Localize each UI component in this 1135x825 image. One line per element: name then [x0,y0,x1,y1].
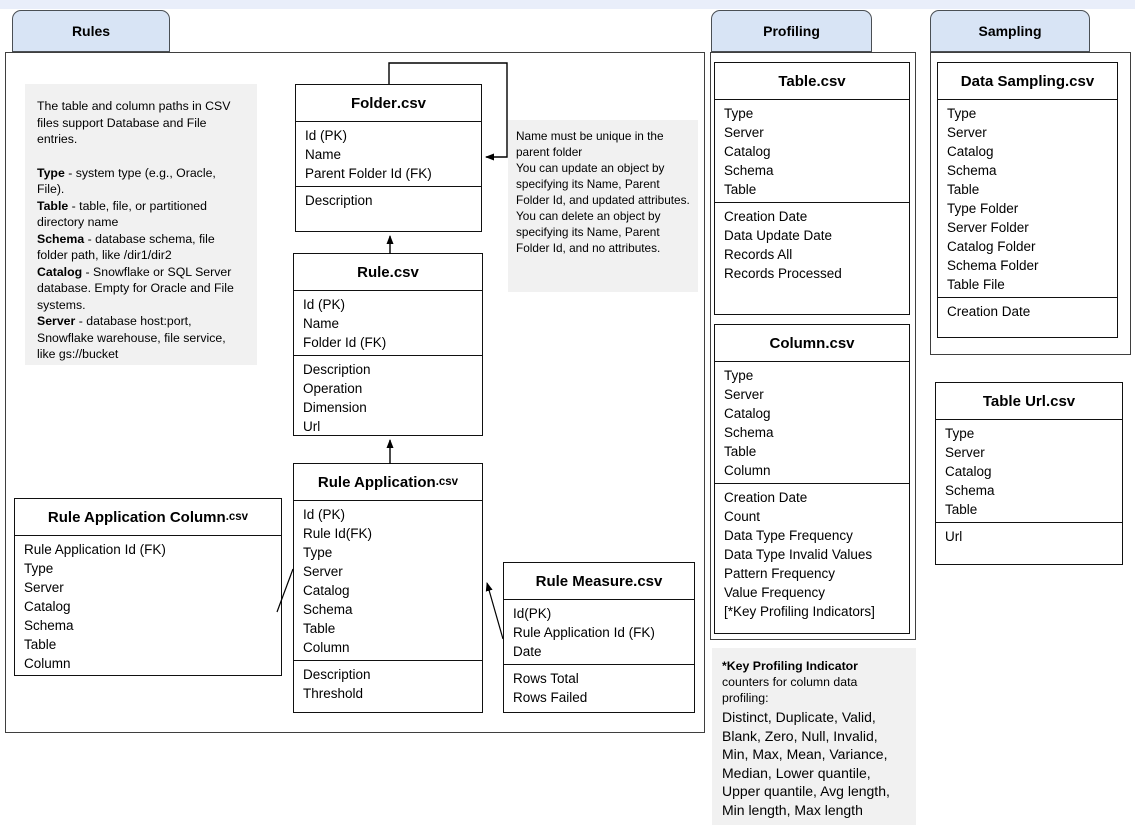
entity-table-url [935,382,1123,565]
field-row: Data Type Invalid Values [724,547,873,562]
folder-note-lines [516,128,690,256]
field-row: Id (PK) [305,128,348,143]
sampling-tab-label: Sampling [978,23,1042,39]
title-ext: .csv [633,572,663,590]
field-row: Schema [945,483,995,498]
field-row: Rows Total [513,671,579,686]
attr-fields [294,355,482,436]
term-name: Table [37,198,69,213]
kpi-body: Distinct, Duplicate, Valid, Blank, Zero, Null, Invalid, Min, Max, Mean, Variance, Median, Lower quantile, Upper quantile, Avg length, Min length, Max length [722,709,890,818]
key-fields [715,99,909,202]
field-row: Rule Id(FK) [303,526,373,541]
entity-title [294,464,482,500]
title-text: Rule Application [317,473,436,491]
title-text: Rule Measure [535,572,634,590]
field-row: Table File [947,277,1005,292]
field-row: Schema Folder [947,258,1039,273]
field-row: Creation Date [947,304,1031,319]
attr-fields [296,186,481,231]
term-name: Server [37,314,76,328]
field-row: Catalog [947,144,994,159]
title-text: Column [769,334,826,352]
key-fields [294,500,482,660]
field-row: Column [24,656,71,671]
title-text: Rule [357,263,390,281]
key-fields [504,599,694,664]
field-row: Column [303,640,350,655]
kpi-subheading: counters for column data profiling: [722,675,858,705]
field-row: Records Processed [724,266,842,281]
title-text: Rule Application Column [47,508,226,526]
field-row: Server [947,125,987,140]
attr-fields [504,664,694,712]
field-row: Creation Date [724,490,808,505]
field-row: Catalog [724,144,771,159]
entity-title [294,254,482,290]
field-row: Parent Folder Id (FK) [305,166,432,181]
field-row: Name [305,147,342,162]
title-ext: .csv [435,476,459,488]
entity-data-sampling [937,62,1118,338]
field-row: Description [303,362,371,377]
note-term [37,165,245,198]
entity-column [714,324,910,634]
profiling-tab-label: Profiling [763,23,820,39]
field-row: Url [945,529,963,544]
title-text: Folder [350,94,397,112]
term-desc: - database host:port, Snowflake warehouse, file service, like gs://bucket [37,314,226,361]
field-row: Date [513,644,542,659]
profiling-group-tab [711,10,872,52]
field-row: Type [724,106,754,121]
field-row: Server [945,445,985,460]
field-row: Pattern Frequency [724,566,836,581]
key-profiling-note [712,648,916,825]
entity-rule-measure [503,562,695,713]
field-row: Folder Id (FK) [303,335,387,350]
field-row: Type [24,561,54,576]
note-term [37,313,245,363]
attr-fields [938,297,1117,337]
field-row: You can update an object by specifying its Name, Parent Folder Id, and updated attributes. [516,161,690,207]
field-row: Server [724,125,764,140]
title-ext: .csv [1045,392,1076,410]
field-row: Catalog Folder [947,239,1036,254]
field-row: Description [305,193,373,208]
key-fields [294,290,482,355]
field-row: Data Type Frequency [724,528,853,543]
note-term [37,264,245,314]
field-row: Threshold [303,686,364,701]
field-row: Schema [947,163,997,178]
field-row: Catalog [303,583,350,598]
sampling-group-tab [930,10,1090,52]
field-row: You can delete an object by specifying its Name, Parent Folder Id, and no attributes. [516,209,661,255]
entity-title [936,383,1122,419]
field-row: Table [24,637,57,652]
term-desc: - table, file, or partitioned directory name [37,198,207,229]
field-row: Type [945,426,975,441]
entity-title [15,499,281,535]
entity-table [714,62,910,315]
title-text: Table [778,72,817,90]
term-name: Catalog [37,264,83,279]
entity-title [715,325,909,361]
term-desc: - Snowflake or SQL Server database. Empty for Oracle and File systems. [37,264,234,312]
entity-folder [295,84,482,232]
attr-fields [715,483,909,633]
title-text: Table Url [982,392,1046,410]
field-row: Schema [724,425,774,440]
field-row: Id(PK) [513,606,552,621]
field-row: Description [303,667,371,682]
rules-group-tab [12,10,170,52]
field-row: Table [724,444,757,459]
entity-title [715,63,909,99]
field-row: Schema [724,163,774,178]
field-row: [*Key Profiling Indicators] [724,604,875,619]
note-term [37,198,245,231]
field-row: Name [303,316,340,331]
note-intro: The table and column paths in CSV files support Database and File entries. [37,99,231,146]
field-row: Rule Application Id (FK) [24,542,166,557]
field-row: Id (PK) [303,507,346,522]
attr-fields [715,202,909,314]
title-text: Data Sampling [960,72,1065,90]
entity-rule-application [293,463,483,713]
csv-paths-note [25,84,257,365]
field-row: Operation [303,381,363,396]
field-row: Creation Date [724,209,808,224]
top-strip [0,0,1135,9]
key-fields [936,419,1122,522]
rules-tab-label: Rules [71,23,111,39]
term-desc: - system type (e.g., Oracle, File). [37,165,216,196]
title-ext: .csv [396,94,427,112]
field-row: Rule Application Id (FK) [513,625,655,640]
field-row: Records All [724,247,793,262]
attr-fields [294,660,482,712]
entity-rule [293,253,483,436]
key-fields [715,361,909,483]
field-row: Dimension [303,400,367,415]
field-row: Table [947,182,980,197]
folder-behavior-note [508,120,698,292]
attr-fields [936,522,1122,564]
field-row: Catalog [24,599,71,614]
field-row: Catalog [945,464,992,479]
title-ext: .csv [389,263,419,281]
entity-rule-application-column [14,498,282,676]
field-row: Column [724,463,771,478]
field-row: Type [303,545,333,560]
entity-title [296,85,481,121]
field-row: Url [303,419,321,434]
field-row: Schema [303,602,353,617]
kpi-heading: *Key Profiling Indicator [722,659,858,673]
field-row: Data Update Date [724,228,833,243]
title-ext: .csv [1064,72,1095,90]
field-row: Server Folder [947,220,1029,235]
field-row: Id (PK) [303,297,346,312]
term-name: Type [37,165,65,180]
field-row: Table [303,621,336,636]
note-term [37,231,245,264]
field-row: Count [724,509,761,524]
entity-title [504,563,694,599]
field-row: Table [724,182,757,197]
term-name: Schema [37,231,85,246]
field-row: Server [24,580,64,595]
entity-title [938,63,1117,99]
field-row: Catalog [724,406,771,421]
field-row: Type [724,368,754,383]
field-row: Value Frequency [724,585,826,600]
field-row: Rows Failed [513,690,588,705]
field-row: Table [945,502,978,517]
field-row: Type Folder [947,201,1019,216]
term-desc: - database schema, file folder path, like /dir1/dir2 [37,231,215,262]
key-fields [15,535,281,676]
field-row: Type [947,106,977,121]
field-row: Schema [24,618,74,633]
field-row: Server [303,564,343,579]
key-fields [938,99,1117,297]
key-fields [296,121,481,186]
title-ext: .csv [825,334,855,352]
title-ext: .csv [816,72,846,90]
field-row: Name must be unique in the parent folder [516,129,664,159]
field-row: Server [724,387,764,402]
title-ext: .csv [225,511,249,523]
